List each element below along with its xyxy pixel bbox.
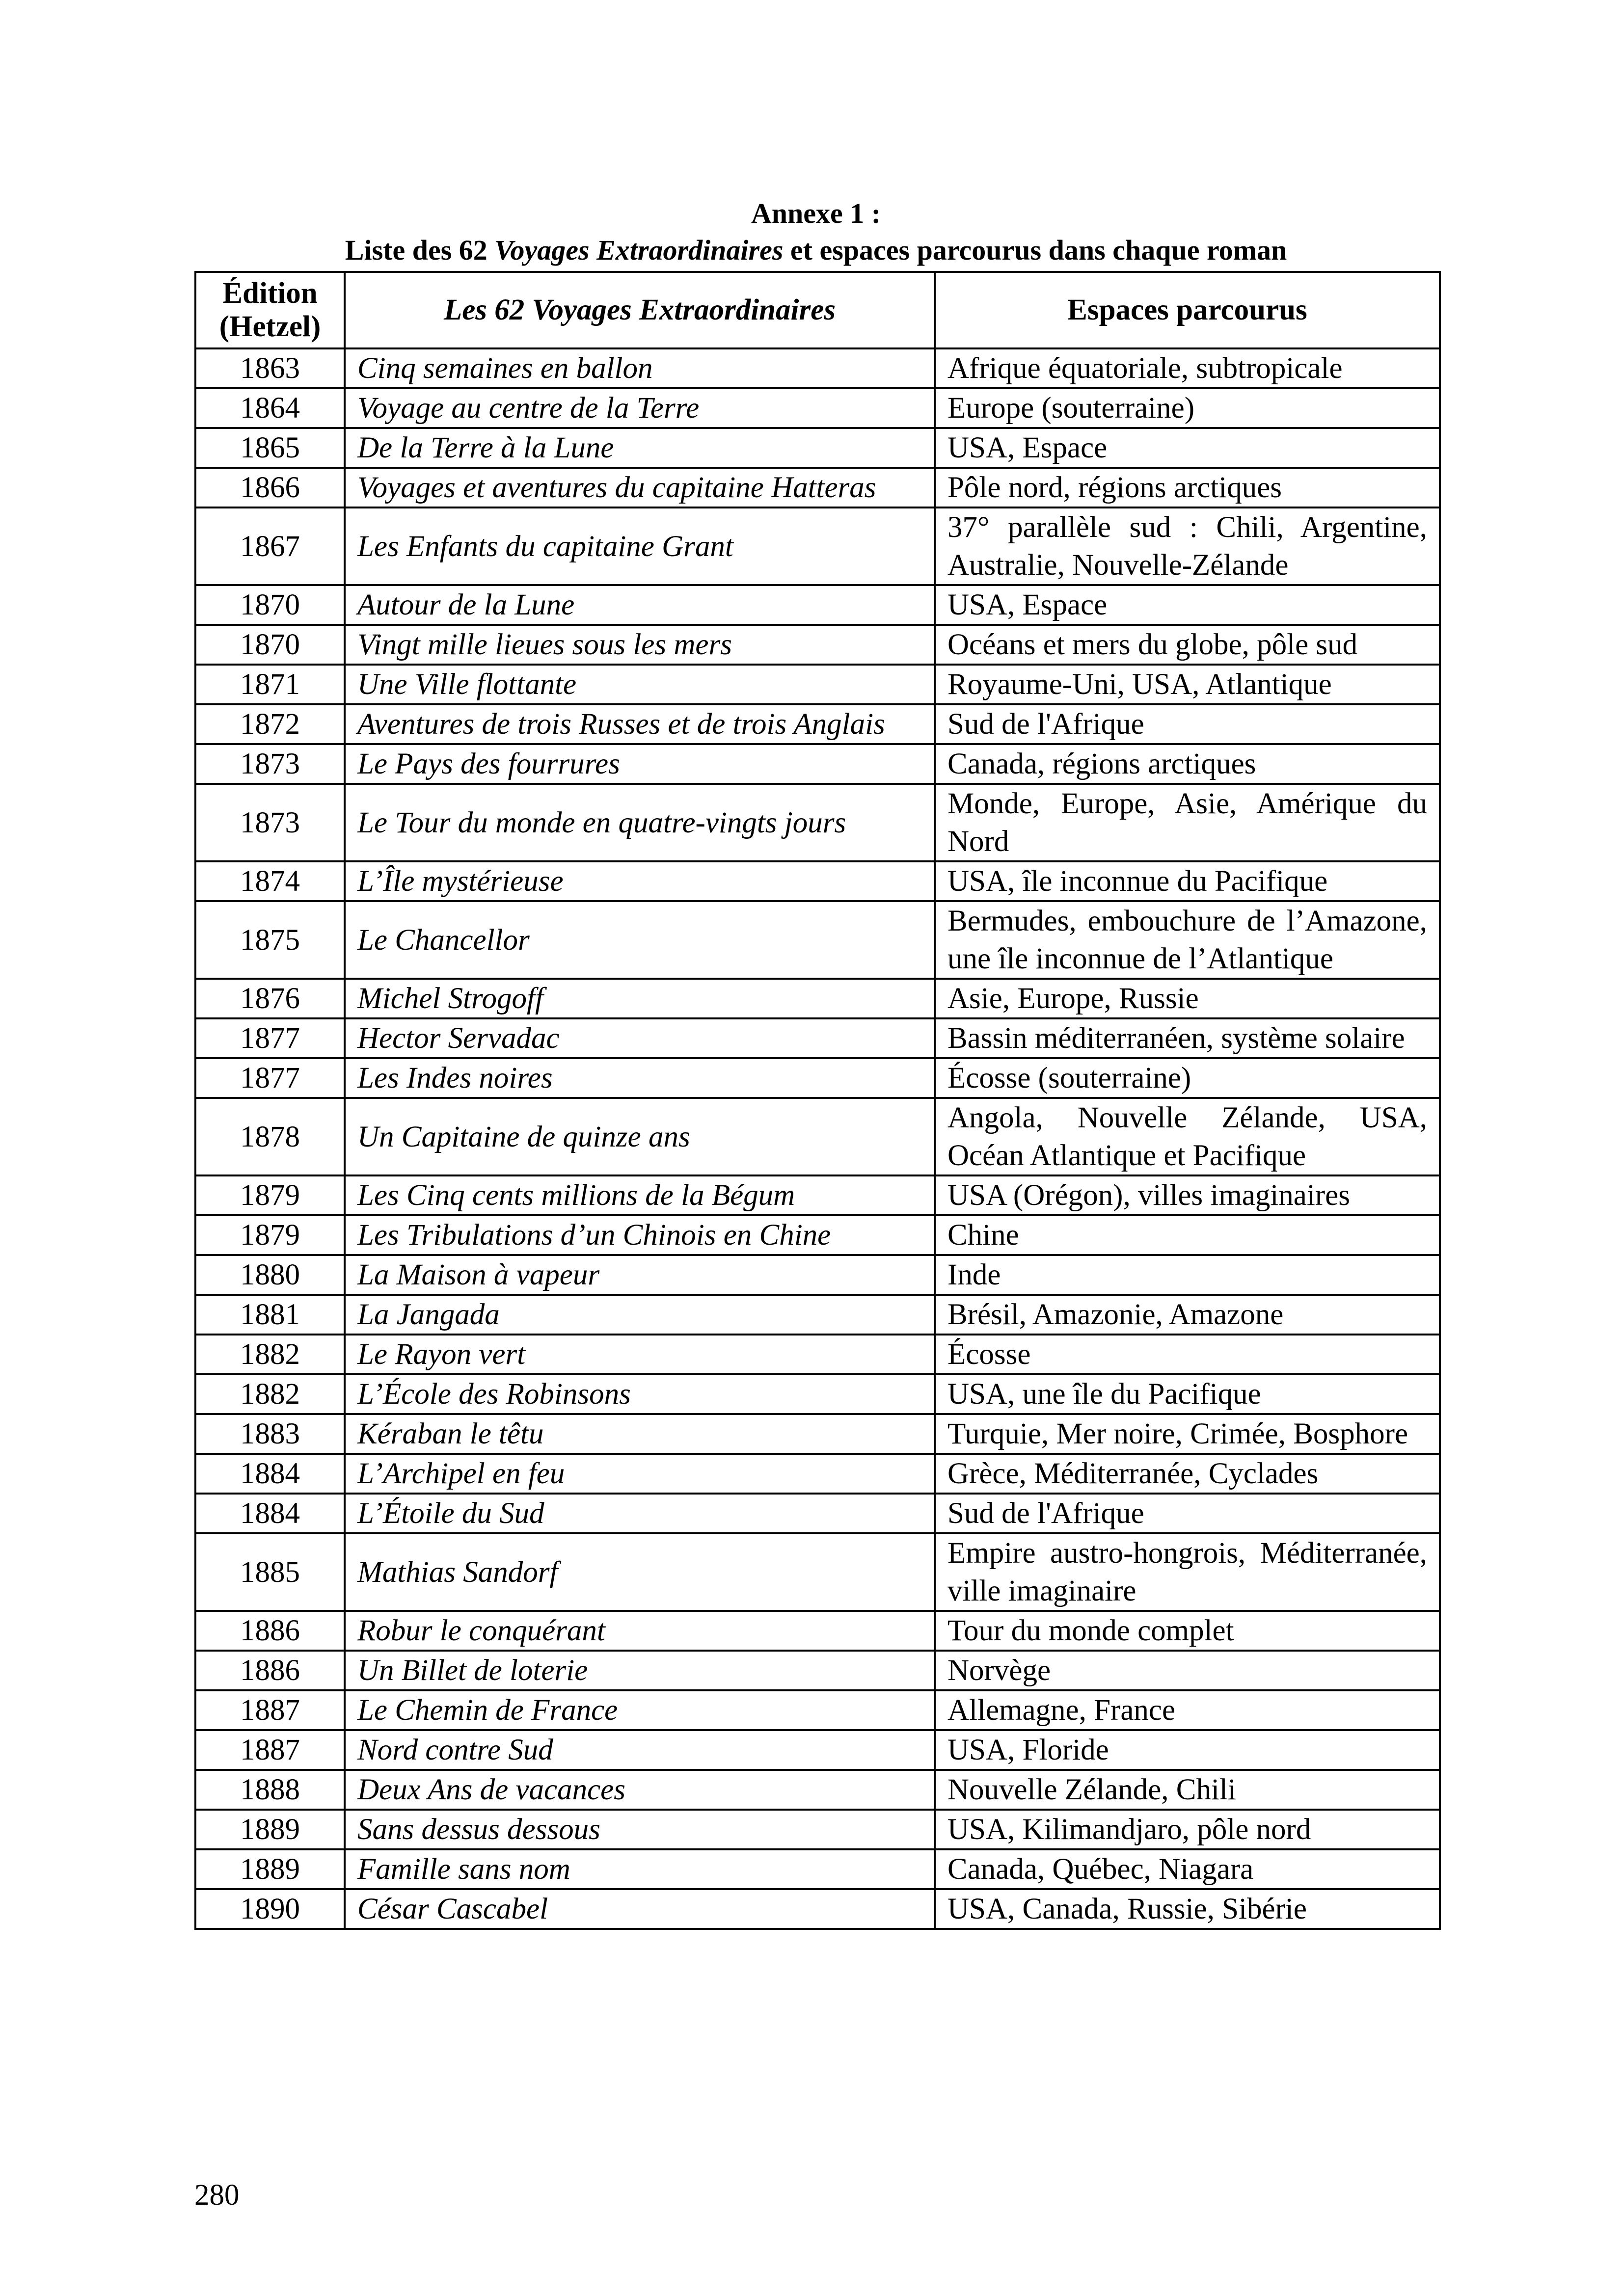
edition-year-cell: 1881	[195, 1295, 345, 1335]
places-cell: Monde, Europe, Asie, Amérique du Nord	[935, 784, 1440, 861]
places-cell: Écosse	[935, 1335, 1440, 1374]
novel-title-cell: Vingt mille lieues sous les mers	[345, 625, 935, 665]
table-row	[195, 1810, 1440, 1849]
edition-year-cell: 1871	[195, 665, 345, 704]
novel-title-cell: Voyages et aventures du capitaine Hatteras	[345, 468, 935, 507]
places-cell: Sud de l'Afrique	[935, 704, 1440, 744]
novel-title-cell: Les Tribulations d’un Chinois en Chine	[345, 1215, 935, 1255]
novel-title-cell: Deux Ans de vacances	[345, 1770, 935, 1810]
places-cell: USA, île inconnue du Pacifique	[935, 861, 1440, 901]
edition-year-cell: 1889	[195, 1810, 345, 1849]
table-row	[195, 585, 1440, 625]
novel-title-cell: Kéraban le têtu	[345, 1414, 935, 1454]
table-row	[195, 1651, 1440, 1690]
novel-title-cell: Les Indes noires	[345, 1058, 935, 1098]
table-row	[195, 1058, 1440, 1098]
places-cell: Empire austro-hongrois, Méditerranée, ville imaginaire	[935, 1533, 1440, 1611]
places-cell: 37° parallèle sud : Chili, Argentine, Australie, Nouvelle-Zélande	[935, 507, 1440, 585]
table-row	[195, 1215, 1440, 1255]
edition-year-cell: 1877	[195, 1018, 345, 1058]
places-cell: Inde	[935, 1255, 1440, 1295]
table-row	[195, 979, 1440, 1018]
places-cell: USA (Orégon), villes imaginaires	[935, 1175, 1440, 1215]
table-row	[195, 665, 1440, 704]
edition-year-cell: 1883	[195, 1414, 345, 1454]
novel-title-cell: L’Île mystérieuse	[345, 861, 935, 901]
places-cell: Océans et mers du globe, pôle sud	[935, 625, 1440, 665]
table-row	[195, 625, 1440, 665]
novel-title-cell: Mathias Sandorf	[345, 1533, 935, 1611]
edition-year-cell: 1877	[195, 1058, 345, 1098]
novel-title-cell: Le Chemin de France	[345, 1690, 935, 1730]
novel-title-cell: Le Pays des fourrures	[345, 744, 935, 784]
column-header-title: Les 62 Voyages Extraordinaires	[345, 272, 935, 348]
table-row	[195, 784, 1440, 861]
edition-year-cell: 1870	[195, 585, 345, 625]
table-row	[195, 388, 1440, 428]
places-cell: Norvège	[935, 1651, 1440, 1690]
places-cell: Canada, régions arctiques	[935, 744, 1440, 784]
table-row	[195, 901, 1440, 979]
places-cell: USA, Espace	[935, 428, 1440, 468]
edition-year-cell: 1875	[195, 901, 345, 979]
table-row	[195, 1295, 1440, 1335]
edition-year-cell: 1873	[195, 744, 345, 784]
novel-title-cell: Un Billet de loterie	[345, 1651, 935, 1690]
page-number: 280	[194, 2179, 240, 2212]
places-cell: Nouvelle Zélande, Chili	[935, 1770, 1440, 1810]
column-header-places: Espaces parcourus	[935, 272, 1440, 348]
novel-title-cell: La Maison à vapeur	[345, 1255, 935, 1295]
novel-title-cell: Les Enfants du capitaine Grant	[345, 507, 935, 585]
column-header-edition: Édition (Hetzel)	[195, 272, 345, 348]
places-cell: Sud de l'Afrique	[935, 1494, 1440, 1533]
places-cell: Angola, Nouvelle Zélande, USA, Océan Atlantique et Pacifique	[935, 1098, 1440, 1175]
table-row	[195, 1175, 1440, 1215]
novel-title-cell: Le Chancellor	[345, 901, 935, 979]
edition-year-cell: 1876	[195, 979, 345, 1018]
table-row	[195, 1611, 1440, 1651]
subtitle-italic-title: Voyages Extraordinaires	[494, 234, 784, 266]
edition-year-cell: 1867	[195, 507, 345, 585]
edition-year-cell: 1870	[195, 625, 345, 665]
novel-title-cell: Robur le conquérant	[345, 1611, 935, 1651]
places-cell: Canada, Québec, Niagara	[935, 1849, 1440, 1889]
novel-title-cell: Autour de la Lune	[345, 585, 935, 625]
places-cell: Bermudes, embouchure de l’Amazone, une île inconnue de l’Atlantique	[935, 901, 1440, 979]
novel-title-cell: Voyage au centre de la Terre	[345, 388, 935, 428]
edition-year-cell: 1887	[195, 1690, 345, 1730]
table-row	[195, 1690, 1440, 1730]
places-cell: Turquie, Mer noire, Crimée, Bosphore	[935, 1414, 1440, 1454]
novel-title-cell: De la Terre à la Lune	[345, 428, 935, 468]
novel-title-cell: Sans dessus dessous	[345, 1810, 935, 1849]
edition-year-cell: 1865	[195, 428, 345, 468]
annex-title: Annexe 1 :	[751, 197, 881, 229]
novel-title-cell: Le Tour du monde en quatre-vingts jours	[345, 784, 935, 861]
table-row	[195, 1255, 1440, 1295]
edition-year-cell: 1874	[195, 861, 345, 901]
novel-title-cell: L’Étoile du Sud	[345, 1494, 935, 1533]
table-row	[195, 1849, 1440, 1889]
places-cell: Europe (souterraine)	[935, 388, 1440, 428]
edition-year-cell: 1884	[195, 1454, 345, 1494]
places-cell: Grèce, Méditerranée, Cyclades	[935, 1454, 1440, 1494]
table-row	[195, 1335, 1440, 1374]
novel-title-cell: La Jangada	[345, 1295, 935, 1335]
novel-title-cell: Michel Strogoff	[345, 979, 935, 1018]
places-cell: Asie, Europe, Russie	[935, 979, 1440, 1018]
table-row	[195, 1730, 1440, 1770]
table-row	[195, 1098, 1440, 1175]
edition-year-cell: 1887	[195, 1730, 345, 1770]
novel-title-cell: Les Cinq cents millions de la Bégum	[345, 1175, 935, 1215]
edition-year-cell: 1885	[195, 1533, 345, 1611]
novel-title-cell: Cinq semaines en ballon	[345, 348, 935, 388]
edition-year-cell: 1886	[195, 1651, 345, 1690]
edition-year-cell: 1873	[195, 784, 345, 861]
table-row	[195, 1454, 1440, 1494]
edition-year-cell: 1889	[195, 1849, 345, 1889]
edition-year-cell: 1882	[195, 1374, 345, 1414]
edition-year-cell: 1890	[195, 1889, 345, 1929]
voyages-table	[194, 271, 1441, 1930]
edition-year-cell: 1886	[195, 1611, 345, 1651]
novel-title-cell: L’École des Robinsons	[345, 1374, 935, 1414]
novel-title-cell: Le Rayon vert	[345, 1335, 935, 1374]
edition-year-cell: 1866	[195, 468, 345, 507]
edition-year-cell: 1872	[195, 704, 345, 744]
subtitle-text-before: Liste des 62	[345, 234, 495, 266]
table-row	[195, 1533, 1440, 1611]
places-cell: USA, une île du Pacifique	[935, 1374, 1440, 1414]
edition-year-cell: 1888	[195, 1770, 345, 1810]
table-row	[195, 744, 1440, 784]
table-body	[195, 348, 1440, 1929]
places-cell: USA, Espace	[935, 585, 1440, 625]
edition-year-cell: 1878	[195, 1098, 345, 1175]
places-cell: Écosse (souterraine)	[935, 1058, 1440, 1098]
novel-title-cell: Hector Servadac	[345, 1018, 935, 1058]
table-row	[195, 1770, 1440, 1810]
edition-year-cell: 1882	[195, 1335, 345, 1374]
subtitle-text-after: et espaces parcourus dans chaque roman	[783, 234, 1287, 266]
table-row	[195, 1414, 1440, 1454]
places-cell: Bassin méditerranéen, système solaire	[935, 1018, 1440, 1058]
table-row	[195, 861, 1440, 901]
table-row	[195, 468, 1440, 507]
table-row	[195, 348, 1440, 388]
places-cell: Royaume-Uni, USA, Atlantique	[935, 665, 1440, 704]
annex-subtitle	[194, 234, 1437, 267]
novel-title-cell: Aventures de trois Russes et de trois Anglais	[345, 704, 935, 744]
novel-title-cell: Un Capitaine de quinze ans	[345, 1098, 935, 1175]
table-row	[195, 428, 1440, 468]
edition-year-cell: 1864	[195, 388, 345, 428]
novel-title-cell: Nord contre Sud	[345, 1730, 935, 1770]
table-row	[195, 1494, 1440, 1533]
edition-year-cell: 1879	[195, 1175, 345, 1215]
places-cell: USA, Kilimandjaro, pôle nord	[935, 1810, 1440, 1849]
table-row	[195, 1374, 1440, 1414]
places-cell: Brésil, Amazonie, Amazone	[935, 1295, 1440, 1335]
places-cell: Chine	[935, 1215, 1440, 1255]
places-cell: USA, Floride	[935, 1730, 1440, 1770]
places-cell: Afrique équatoriale, subtropicale	[935, 348, 1440, 388]
table-row	[195, 1018, 1440, 1058]
novel-title-cell: Une Ville flottante	[345, 665, 935, 704]
novel-title-cell: Famille sans nom	[345, 1849, 935, 1889]
novel-title-cell: L’Archipel en feu	[345, 1454, 935, 1494]
table-row	[195, 1889, 1440, 1929]
places-cell: Tour du monde complet	[935, 1611, 1440, 1651]
places-cell: Allemagne, France	[935, 1690, 1440, 1730]
novel-title-cell: César Cascabel	[345, 1889, 935, 1929]
edition-year-cell: 1863	[195, 348, 345, 388]
places-cell: Pôle nord, régions arctiques	[935, 468, 1440, 507]
edition-year-cell: 1880	[195, 1255, 345, 1295]
edition-year-cell: 1884	[195, 1494, 345, 1533]
table-row	[195, 704, 1440, 744]
table-row	[195, 507, 1440, 585]
edition-year-cell: 1879	[195, 1215, 345, 1255]
table-header-row	[195, 272, 1440, 348]
places-cell: USA, Canada, Russie, Sibérie	[935, 1889, 1440, 1929]
